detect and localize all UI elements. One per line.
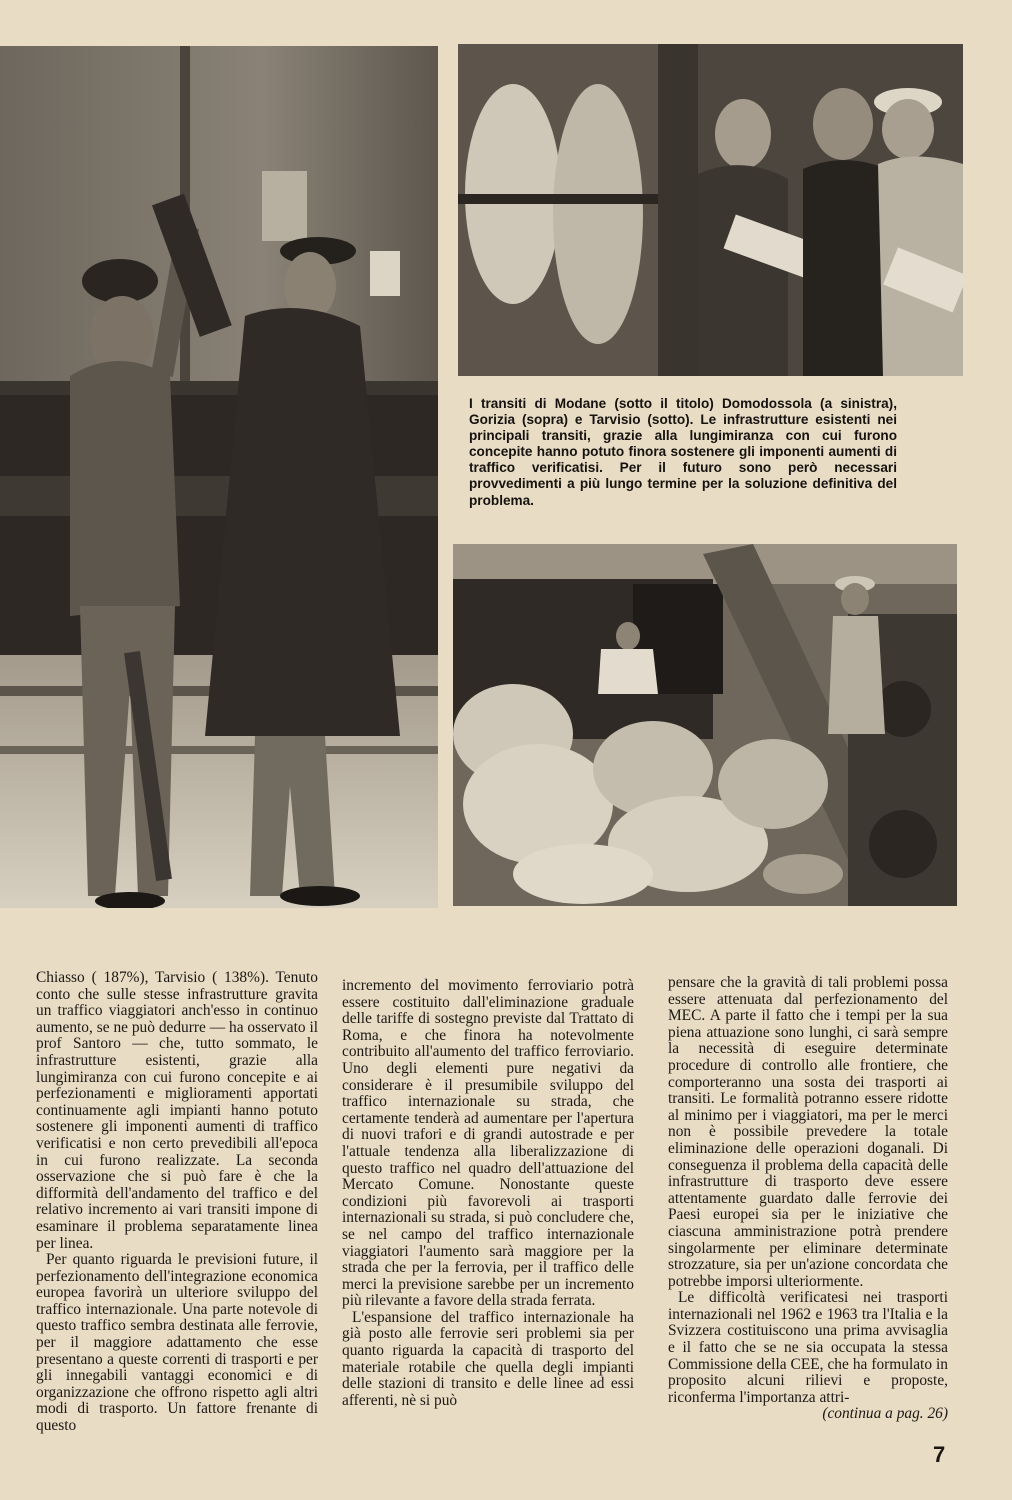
photo-inspection-cattle-wagon xyxy=(458,44,963,376)
column-1-paragraph-2: Per quanto riguarda le previsioni future, il perfezionamento dell'integrazione economica europea favorirà un ulteriore sviluppo del traffico internazionale. Una parte notevole di questo traffico sembra destinata alle ferrovie, per il maggiore adattamento che esse presentano a queste correnti di trasporti e per gli innegabili vantaggi economici e di organizzazione che offrono rispetto agli altri modi di trasporto. Un fattore frenante di questo xyxy=(36,1251,318,1435)
continued-on-page-note[interactable]: (continua a pag. 26) xyxy=(822,1405,948,1423)
photo-workers-sealing-wagon xyxy=(0,46,438,908)
page-number: 7 xyxy=(933,1442,946,1467)
photo-caption: I transiti di Modane (sotto il titolo) Domodossola (a sinistra), Gorizia (sopra) e Tarvisio (sotto). Le infrastrutture esistenti nei principali transiti, grazie alla lungimiranza con cui furono concepite hanno potuto finora sostenere gli imponenti aumenti di traffico verificatisi. Per il futuro sono però necessari provvedimenti a più lungo termine per la soluzione definitiva del problema. xyxy=(469,396,897,508)
column-3-paragraph-2: Le difficoltà verificatesi nei trasporti internazionali nel 1962 e 1963 tra l'Italia e la Svizzera costituiscono una prima avvisaglia e il fatto che se ne sia occupata la stessa Commissione della CEE, che ha formulato in proposito alcuni rilievi e proposte, riconferma l'importanza attri- xyxy=(668,1289,948,1406)
article-column-2 xyxy=(342,978,634,1409)
column-2-paragraph-1: incremento del movimento ferroviario potrà essere costituito dall'eliminazione graduale delle tariffe di sostegno previste dal Trattato di Roma, e che finora ha notevolmente contribuito all'aumento del traffico ferroviario. Uno degli elementi pure negativi da considerare è il presumibile sviluppo del traffico internazionale su strada, che certamente tenderà ad aumentare per l'apertura di nuovi trafori e di grandi autostrade e per l'attuale tendenza alla liberalizzazione di questo traffico nel quadro dell'attuazione del Mercato Comune. Nonostante queste condizioni più favorevoli ai trasporti internazionali su strada, si può concludere che, se nel campo del traffico internazionale viaggiatori l'aumento sarà maggiore per la strada che per la ferrovia, per il traffico delle merci la previsione sarebbe per un incremento più rilevante a favore della strada ferrata. xyxy=(342,977,634,1310)
column-2-paragraph-2: L'espansione del traffico internazionale ha già posto alle ferrovie seri problemi sia per quanto riguarda la capacità di trasporto del materiale rotabile che quella degli impianti delle stazioni di transito e delle linee ad essi afferenti, nè si può xyxy=(342,1308,634,1409)
column-3-paragraph-1: pensare che la gravità di tali problemi possa essere attenuata dal perfezionamento del MEC. A parte il fatto che i tempi per la sua piena attuazione sono lunghi, ci sarà sempre la necessità di eseguire determinate procedure di controllo alle frontiere, che comporteranno una sosta dei trasporti ai transiti. Le formalità potranno essere ridotte al minimo per i viaggiatori, ma per le merci non è possibile prevedere la totale eliminazione delle operazioni doganali. Di conseguenza il problema della capacità delle infrastrutture di trasporto deve essere attentamente guardato dalle ferrovie dei Paesi europei sia per le iniziative che ciascuna amministrazione potrà prendere singolarmente per eliminare determinate strozzature, sia per un'azione concordata che potrebbe imporsi ulteriormente. xyxy=(668,974,948,1290)
column-1-paragraph-1: Chiasso ( 187%), Tarvisio ( 138%). Tenuto conto che sulle stesse infrastrutture gravita un traffico viaggiatori anch'esso in continuo aumento, se ne può dedurre — ha osservato il prof Santoro — che, tutto sommato, le infrastrutture esistenti, grazie alla lungimiranza con cui furono concepite e ai perfezionamenti e miglioramenti apportati continuamente agli impianti hanno potuto sostenere gli imponenti aumenti di traffico verificatisi e non certo prevedibili all'epoca in cui furono realizzate. La seconda osservazione che si può fare è che la difformità dell'andamento del traffico e del relativo incremento ai vari transiti impone di esaminare il problema separatamente linea per linea. xyxy=(36,969,318,1252)
photo-unloading-sacks xyxy=(453,544,957,906)
article-column-3 xyxy=(668,975,948,1423)
article-column-1 xyxy=(36,970,318,1435)
